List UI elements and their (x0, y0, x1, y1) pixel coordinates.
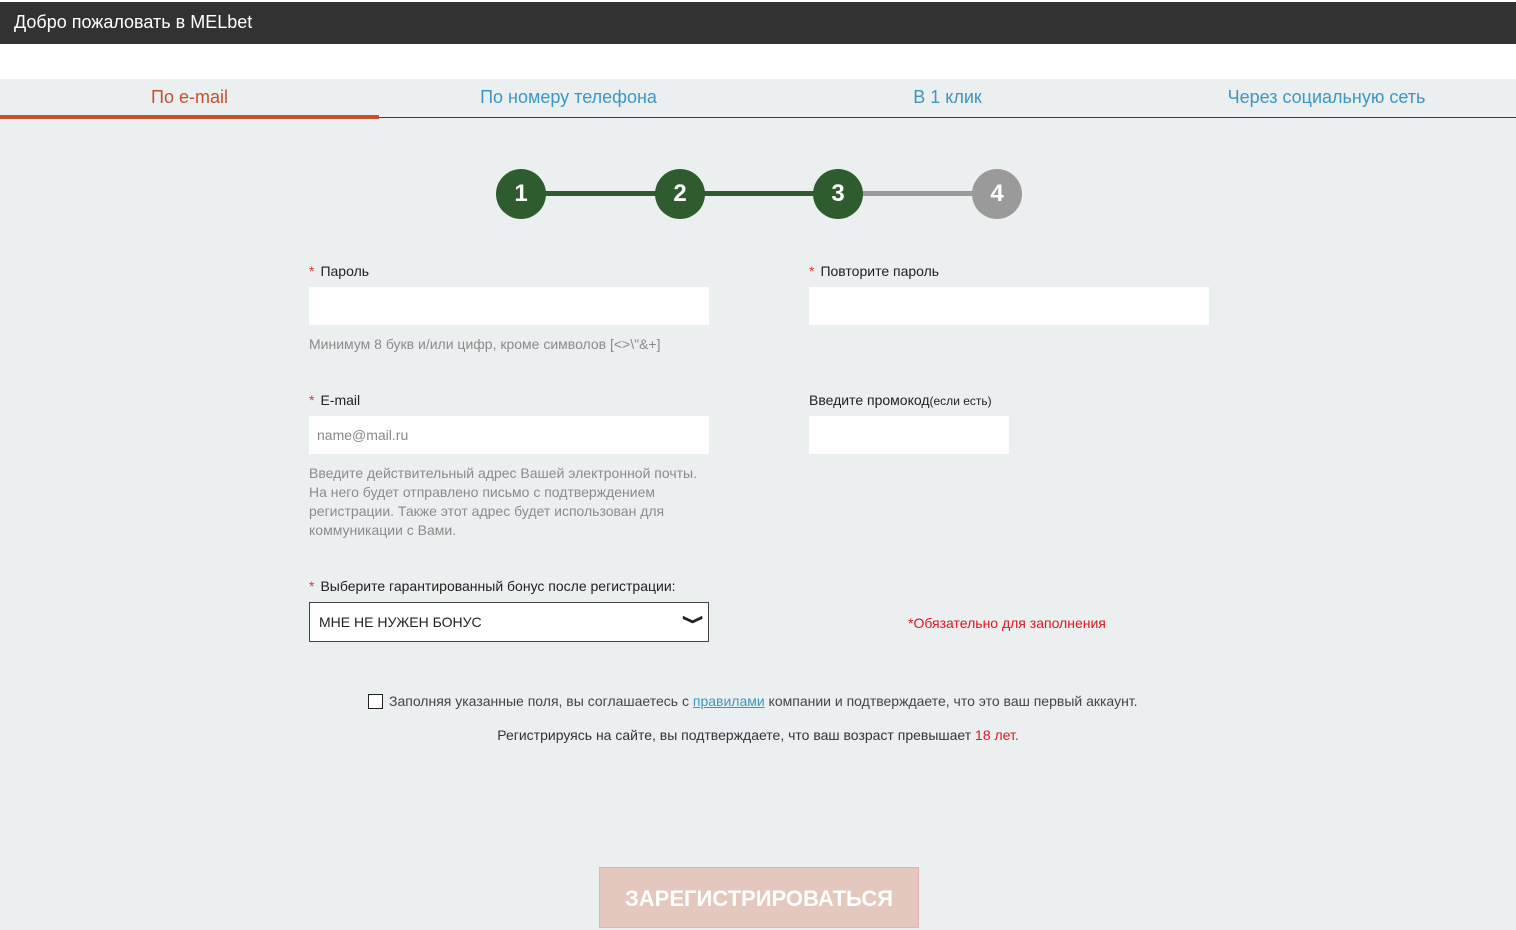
step-connector-3 (862, 191, 974, 196)
email-hint-line: регистрации. Также этот адрес будет использован для (309, 503, 665, 519)
promo-label-text: Введите промокод (809, 392, 930, 408)
email-hint-line: коммуникации с Вами. (309, 522, 457, 538)
header-spacer (0, 44, 1516, 79)
age-highlight: 18 лет. (975, 727, 1019, 743)
rules-link[interactable]: правилами (692, 693, 765, 709)
password-label (309, 263, 369, 279)
agreement-checkbox[interactable] (368, 694, 383, 709)
step-2: 2 (655, 169, 705, 219)
welcome-title: Добро пожаловать в MELbet (14, 12, 253, 32)
required-fields-note: *Обязательно для заполнения (908, 615, 1106, 631)
email-field[interactable] (309, 416, 709, 454)
password-label-text: Пароль (320, 263, 370, 279)
bonus-select[interactable] (309, 602, 709, 642)
required-mark: * (809, 263, 815, 279)
registration-tabs (0, 79, 1516, 118)
email-hint-line: Введите действительный адрес Вашей электронной почты. (309, 465, 698, 481)
age-notice (0, 727, 1516, 743)
email-label-text: E-mail (320, 392, 361, 408)
repeat-password-label (809, 263, 939, 279)
tab-email[interactable]: По e-mail (0, 79, 379, 117)
step-4: 4 (972, 169, 1022, 219)
chevron-down-icon: ❯ (683, 613, 707, 626)
promo-label (809, 392, 992, 408)
agreement-text-before: Заполняя указанные поля, вы соглашаетесь с (389, 693, 693, 709)
bonus-label-text: Выберите гарантированный бонус после регистрации: (320, 578, 676, 594)
top-bar (0, 0, 1516, 44)
tab-one-click[interactable]: В 1 клик (913, 87, 982, 107)
step-connector-2 (704, 191, 816, 196)
bonus-selected-value: МНЕ НЕ НУЖЕН БОНУС (319, 614, 482, 630)
email-label (309, 392, 360, 408)
step-connector-1 (545, 191, 657, 196)
promo-code-input[interactable] (809, 416, 1009, 454)
bonus-label (309, 578, 676, 594)
age-notice-text: Регистрируясь на сайте, вы подтверждаете, что ваш возраст превышает (497, 727, 976, 743)
required-mark: * (309, 263, 315, 279)
password-hint: Минимум 8 букв и/или цифр, кроме символов [<>\"&+] (309, 336, 661, 352)
password-input[interactable] (309, 287, 709, 325)
required-mark: * (309, 578, 315, 594)
promo-label-suffix: (если есть) (929, 394, 992, 408)
step-3: 3 (813, 169, 863, 219)
email-hint-line: На него будет отправлено письмо с подтверждением (309, 484, 656, 500)
repeat-password-label-text: Повторите пароль (820, 263, 940, 279)
agreement-text-after: компании и подтверждаете, что это ваш первый аккаунт. (764, 693, 1138, 709)
agreement-row (368, 693, 1138, 709)
email-hint (309, 464, 697, 540)
tab-social[interactable]: Через социальную сеть (1227, 87, 1426, 107)
repeat-password-input[interactable] (809, 287, 1209, 325)
register-button[interactable]: ЗАРЕГИСТРИРОВАТЬСЯ (599, 867, 919, 928)
step-1: 1 (496, 169, 546, 219)
required-mark: * (309, 392, 315, 408)
tab-phone[interactable]: По номеру телефона (480, 87, 657, 107)
